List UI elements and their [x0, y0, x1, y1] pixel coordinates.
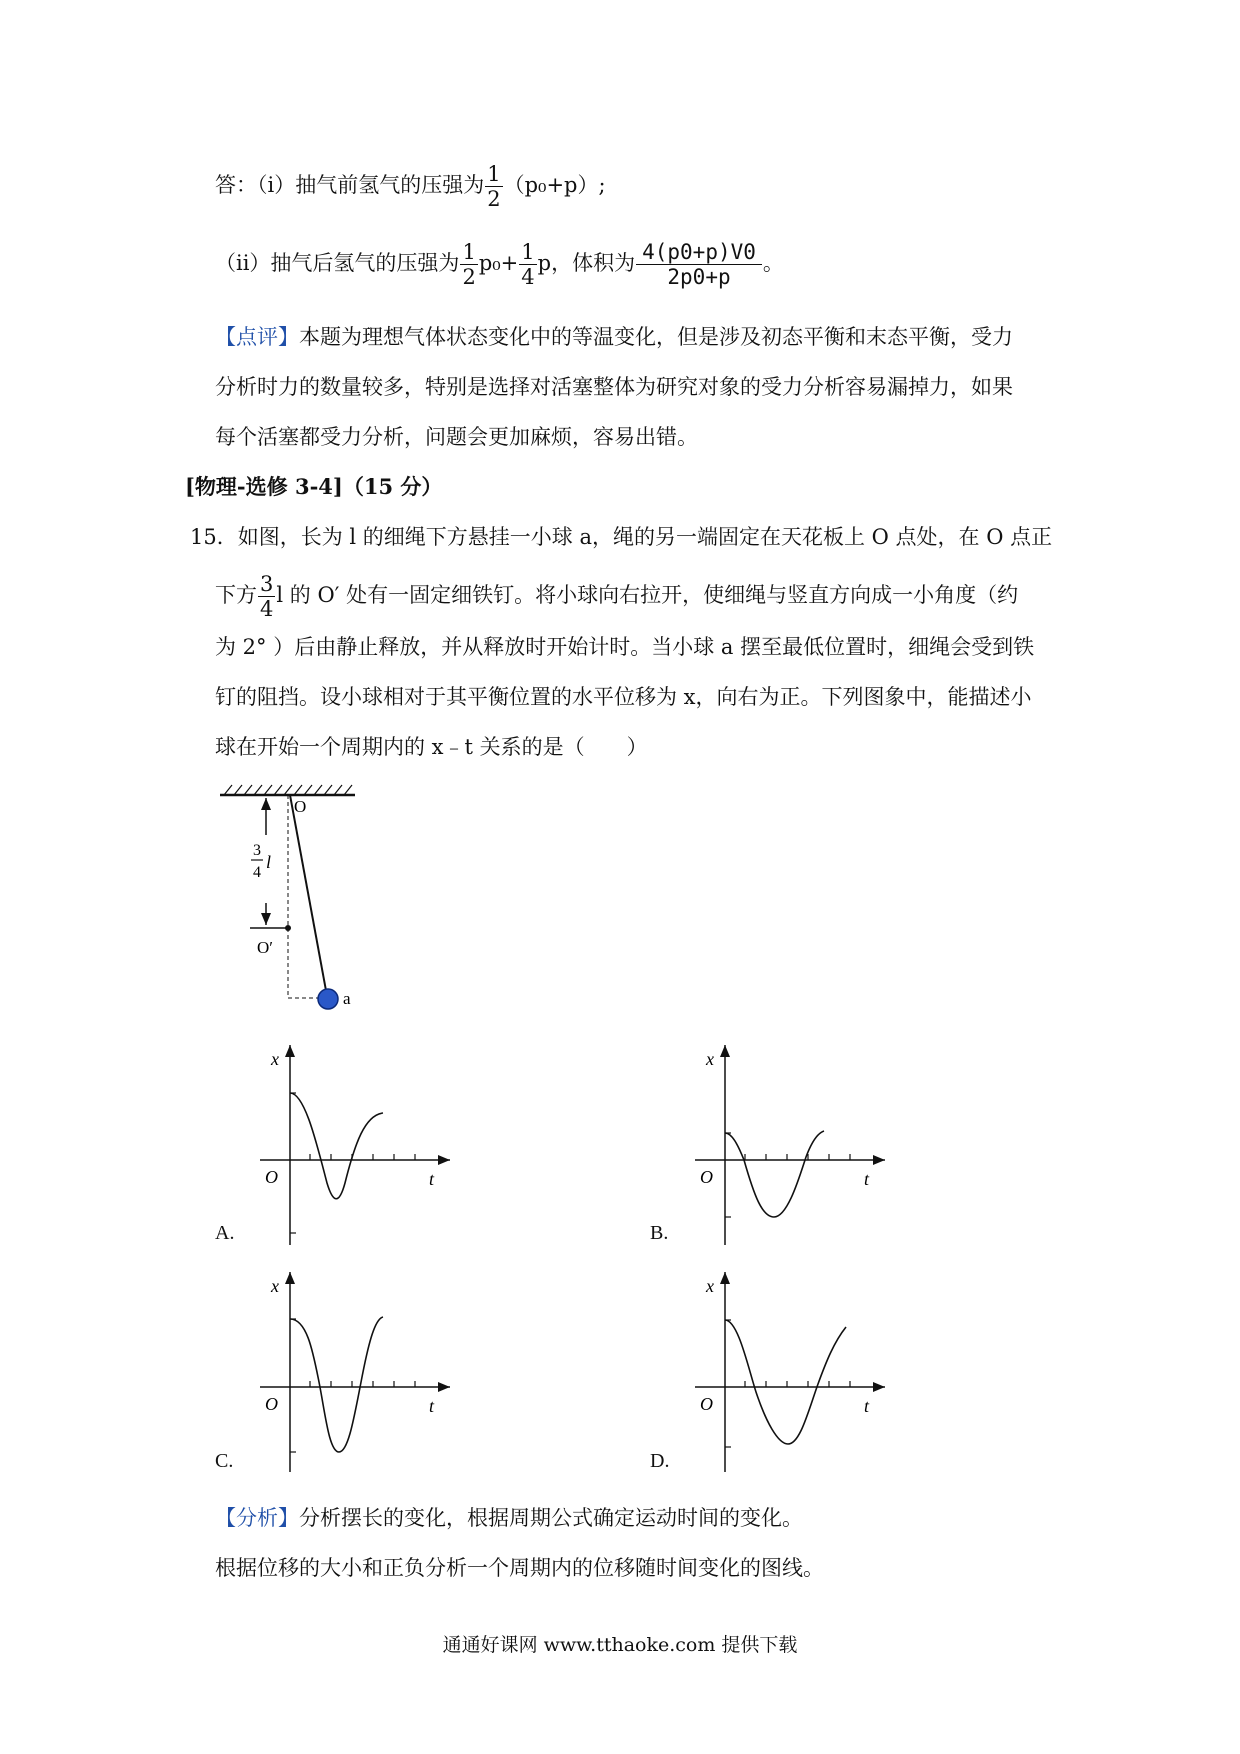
y-axis-arrow-icon	[285, 1045, 295, 1057]
comment-line-1: 【点评】本题为理想气体状态变化中的等温变化，但是涉及初态平衡和末态平衡，受力	[215, 325, 1013, 349]
y-axis-arrow-icon	[720, 1272, 730, 1284]
answer-line-2: （ii）抽气后氢气的压强为 $\frac{1}{2}$ p₀+ $\frac{1}{4}$ p，体积为 $\frac{4(p0+p)V0}{2p0+p}$ 。	[215, 240, 784, 289]
x-axis-arrow-icon	[438, 1382, 450, 1392]
question-line-4: 钉的阻挡。设小球相对于其平衡位置的水平位移为 x，向右为正。下列图象中，能描述小	[215, 685, 1032, 709]
option-c-graph	[255, 1272, 455, 1472]
point-o-label: O	[294, 797, 307, 816]
arrow-up-icon	[261, 798, 271, 810]
length-var: l	[266, 852, 272, 872]
question-line-3: 为 2° ）后由静止释放，并从释放时开始计时。当小球 a 摆至最低位置时，细绳会受到铁	[215, 635, 1035, 659]
option-c-label[interactable]: C.	[215, 1450, 234, 1472]
point-o-prime-label: O′	[257, 938, 273, 957]
analysis-line-2: 根据位移的大小和正负分析一个周期内的位移随时间变化的图线。	[215, 1556, 824, 1580]
y-axis-arrow-icon	[720, 1045, 730, 1057]
comment-line-2: 分析时力的数量较多，特别是选择对活塞整体为研究对象的受力分析容易漏掉力，如果	[215, 375, 1013, 399]
volume-fraction: $\frac{4(p0+p)V0}{2p0+p}$	[636, 240, 762, 289]
x-axis-arrow-icon	[873, 1382, 885, 1392]
ceiling-hatching	[224, 785, 352, 795]
svg-text:t: t	[429, 1396, 435, 1416]
question-line-1: 15．如图，长为 l 的细绳下方悬挂一小球 a，绳的另一端固定在天花板上 O 点处，在 O 点正	[190, 525, 1053, 549]
option-d-label[interactable]: D.	[650, 1450, 670, 1472]
analysis-tag: 【分析】	[215, 1506, 299, 1530]
nail-point	[285, 925, 291, 931]
x-axis-arrow-icon	[873, 1155, 885, 1165]
option-a-label[interactable]: A.	[215, 1222, 235, 1244]
tick-marks	[725, 1320, 850, 1447]
y-axis-arrow-icon	[285, 1272, 295, 1284]
ball	[318, 989, 338, 1009]
svg-text:O: O	[700, 1394, 713, 1414]
length-num: 3	[253, 842, 261, 859]
length-den: 4	[253, 864, 261, 881]
answer-line-1	[215, 162, 606, 211]
answer-prefix: 答：（i）抽气前氢气的压强为	[215, 173, 485, 197]
svg-text:t: t	[429, 1169, 435, 1189]
comment-tag: 【点评】	[215, 325, 299, 349]
svg-text:x: x	[706, 1276, 714, 1296]
string-line	[290, 795, 327, 996]
arrow-down-icon	[261, 913, 271, 925]
option-b-graph	[690, 1045, 890, 1245]
svg-text:t: t	[864, 1396, 870, 1416]
x-axis-arrow-icon	[438, 1155, 450, 1165]
answer-suffix: （p₀+p）;	[503, 173, 606, 197]
option-d-graph	[690, 1272, 890, 1472]
option-a-graph	[255, 1045, 455, 1245]
curve	[290, 1093, 383, 1199]
option-b-label[interactable]: B.	[650, 1222, 669, 1244]
fraction-half: $\frac{1}{2}$	[487, 162, 501, 211]
analysis-line-1: 【分析】分析摆长的变化，根据周期公式确定运动时间的变化。	[215, 1506, 803, 1530]
ball-label: a	[343, 989, 351, 1008]
tick-marks	[290, 1093, 415, 1233]
page-footer: 通通好课网 www.tthaoke.com 提供下载	[442, 1634, 798, 1656]
curve	[290, 1317, 383, 1452]
svg-text:O: O	[700, 1167, 713, 1187]
pendulum-diagram	[210, 780, 390, 1020]
section-title: [物理-选修 3-4]（15 分）	[185, 474, 443, 499]
curve	[725, 1320, 846, 1444]
question-line-2: 下方 $\frac{3}{4}$ l 的 O′ 处有一固定细铁钉。将小球向右拉开，使细绳与竖直方向成一小角度（约	[215, 572, 1019, 621]
svg-text:x: x	[706, 1049, 714, 1069]
question-line-5: 球在开始一个周期内的 x﹣t 关系的是（ ）	[215, 735, 648, 759]
svg-text:O: O	[265, 1167, 278, 1187]
curve	[725, 1131, 824, 1217]
svg-text:O: O	[265, 1394, 278, 1414]
comment-line-3: 每个活塞都受力分析，问题会更加麻烦，容易出错。	[215, 425, 698, 449]
svg-text:x: x	[271, 1049, 279, 1069]
svg-text:t: t	[864, 1169, 870, 1189]
svg-text:x: x	[271, 1276, 279, 1296]
